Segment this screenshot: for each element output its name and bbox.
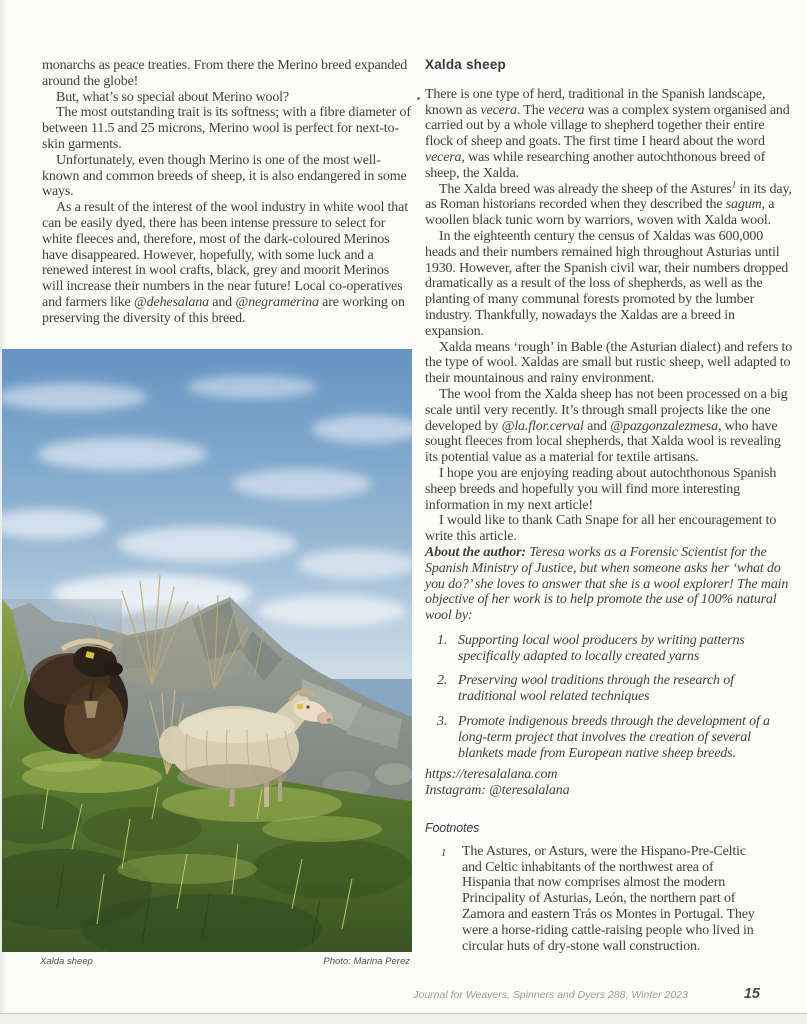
list-item <box>425 673 793 705</box>
footnote <box>425 844 793 955</box>
photo-caption-row <box>2 956 412 967</box>
instagram-handle: Instagram: @teresalalana <box>425 783 570 799</box>
right-column <box>425 57 793 954</box>
section-heading: Xalda sheep <box>425 57 506 72</box>
list-item <box>425 633 793 665</box>
paragraph: I hope you are enjoying reading about autochthonous Spanish sheep breeds and hopefully you will find more interesting information in my next article! <box>425 465 777 513</box>
paragraph: I would like to thank Cath Snape for all her encouragement to write this article. <box>425 513 777 545</box>
paragraph: But, what’s so special about Merino wool? <box>56 89 289 105</box>
paragraph: Unfortunately, even though Merino is one of the most well-known and common breeds of sheep, it is also endangered in some ways. <box>42 152 407 200</box>
paragraph: monarchs as peace treaties. From there the Merino breed expanded around the globe! <box>42 58 408 89</box>
sheep-photo-illustration <box>2 349 412 952</box>
paragraph: As a result of the interest of the wool industry in white wool that can be easily dyed, there has been intense pressure to select for white fleeces and, therefore, most of the dark-coloured Merinos have disappeared. However, hopefully, with some luck and a renewed interest in wool crafts, black, grey and moorit Merinos will increase their numbers in the near future! Local co-operatives and farmers like @dehesalana and @negramerina are working on preserving the diversity of this breed. <box>42 200 408 326</box>
paragraph: The most outstanding trait is its softness; with a fibre diameter of between 11.5 and 25 microns, Merino wool is perfect for next-to-skin garments. <box>42 105 411 152</box>
photo-credit: Photo: Marina Perez <box>323 956 410 967</box>
footnote-text: The Astures, or Asturs, were the Hispano-Pre-Celtic and Celtic inhabitants of the northwest area of Hispania that now comprises almost the modern Principality of Asturias, León, the northern part of Zamora and eastern Trás os Montes in Portugal. They were a horse-riding cattle-raising people who lived in circular huts of dry-stone wall construction. <box>462 843 755 954</box>
author-links <box>425 767 793 799</box>
list-item <box>425 714 793 761</box>
website-url: https://teresalalana.com <box>425 767 558 783</box>
ink-speck <box>417 97 420 100</box>
footnote-number: 1 <box>440 846 447 859</box>
paragraph: Xalda means ‘rough’ in Bable (the Asturian dialect) and refers to the type of wool. Xaldas are small but rustic sheep, well adapted to their mountainous and rainy environment. <box>425 339 793 387</box>
scan-edge-bottom <box>0 1013 807 1024</box>
list-text: Preserving wool traditions through the research of traditional wool related techniques <box>458 673 734 705</box>
paragraph: The Xalda breed was already the sheep of the Astures$^1$ in its day, as Roman historians recorded when they described the sagum, a woollen black tunic worn by warriors, woven with Xalda wool. <box>425 178 792 229</box>
about-the-author: About the author: Teresa works as a Forensic Scientist for the Spanish Ministry of Justice, but when someone asks her ‘what do you do?’ she loves to answer that she is a wool explorer! The main objective of her work is to help promote the use of 100% natural wool by: <box>425 544 789 624</box>
photo-caption: Xalda sheep <box>40 956 93 967</box>
list-text: Promote indigenous breeds through the development of a long-term project that involves the creation of several blankets made from European native sheep breeds. <box>458 714 770 761</box>
journal-title: Journal for Weavers, Spinners and Dyers 288, Winter 2023 <box>413 989 688 1001</box>
paragraph: There is one type of herd, traditional in the Spanish landscape, known as vecera. The vecera was a complex system organised and carried out by a whole village to shepherd together their entire flock of sheep and goats. The first time I heard about the word vecera, was while researching another autochthonous breed of sheep, the Xalda. <box>425 86 790 181</box>
page-number: 15 <box>743 986 760 1002</box>
list-text: Supporting local wool producers by writing patterns specifically adapted to locally created yarns <box>458 632 745 664</box>
page-footer <box>413 986 760 1002</box>
paragraph: The wool from the Xalda sheep has not been processed on a big scale until very recently. It’s through small projects like the one developed by @la.flor.cerval and @pazgonzalezmesa, who have sought fleeces from local shepherds, that Xalda wool is revealing its potential value as a material for textile artisans. <box>425 386 788 466</box>
list-number: 3. <box>437 714 448 730</box>
paragraph: In the eighteenth century the census of Xaldas was 600,000 heads and their numbers remained high throughout Asturias until 1930. However, after the Spanish civil war, their numbers dropped dramatically as a result of the loss of shepherds, as well as the planting of many communal forests promoted by the lumber industry. Thankfully, nowadays the Xaldas are a breed in expansion. <box>425 228 789 339</box>
list-number: 1. <box>437 632 448 648</box>
footnotes-heading: Footnotes <box>425 821 480 836</box>
left-column <box>42 58 411 327</box>
list-number: 2. <box>437 673 448 689</box>
xalda-sheep-photo <box>2 349 412 952</box>
